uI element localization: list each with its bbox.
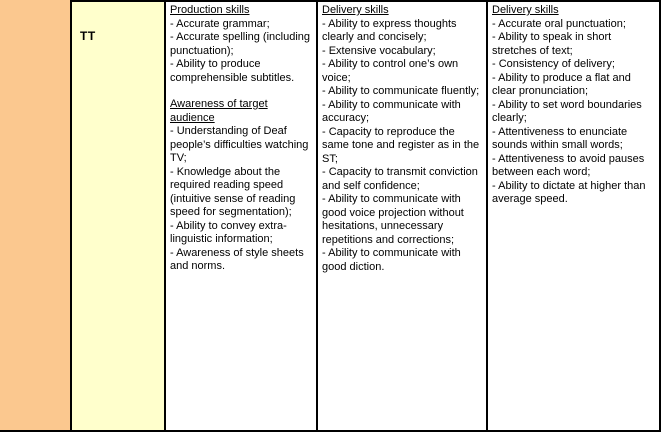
skill-item: - Ability to produce a flat and clear pronunciation;	[492, 71, 631, 97]
section-heading: Production skills	[170, 4, 250, 16]
skill-item: - Knowledge about the required reading speed (intuitive sense of reading speed for segmentation);	[170, 165, 296, 218]
skill-item: - Ability to communicate with good diction.	[322, 247, 461, 273]
skill-item: - Accurate spelling (including punctuation);	[170, 31, 311, 57]
skill-item: - Ability to set word boundaries clearly;	[492, 98, 642, 124]
skill-item: - Ability to express thoughts clearly and concisely;	[322, 17, 457, 43]
skill-item: - Ability to convey extra-linguistic information;	[170, 219, 287, 245]
skill-item: - Accurate grammar;	[170, 17, 270, 30]
skill-item: - Understanding of Deaf people’s difficulties watching TV;	[170, 125, 309, 164]
skill-item: - Extensive vocabulary;	[322, 44, 436, 57]
section-heading: Delivery skills	[492, 4, 559, 16]
skill-item: - Accurate oral punctuation;	[492, 17, 626, 30]
section-delivery-skills-2	[492, 4, 655, 207]
column-production-skills	[166, 0, 318, 432]
row-label-cell	[72, 0, 166, 432]
row-header-cell	[0, 0, 72, 432]
skill-item: - Ability to dictate at higher than average speed.	[492, 179, 646, 205]
skill-item: - Ability to communicate with good voice projection without hesitations, unnecessary repetitions and corrections;	[322, 193, 464, 246]
skill-item: - Ability to speak in short stretches of text;	[492, 31, 612, 57]
skill-item: - Ability to produce comprehensible subtitles.	[170, 58, 295, 84]
skill-item: - Attentiveness to enunciate sounds within small words;	[492, 125, 628, 151]
skill-item: - Ability to control one’s own voice;	[322, 58, 459, 84]
skill-item: - Consistency of delivery;	[492, 58, 615, 70]
section-production-skills	[170, 4, 312, 85]
skill-item: - Attentiveness to avoid pauses between each word;	[492, 152, 645, 178]
section-delivery-skills-1	[322, 4, 482, 274]
section-heading: Awareness of target audience	[170, 98, 268, 124]
column-delivery-skills-2	[488, 0, 661, 432]
skill-item: - Awareness of style sheets and norms.	[170, 246, 304, 272]
section-awareness-of-target-audience	[170, 98, 312, 274]
skill-item: - Capacity to reproduce the same tone and register as in the ST;	[322, 125, 480, 165]
skill-item: - Ability to communicate fluently;	[322, 85, 480, 97]
skill-item: - Capacity to transmit conviction and self confidence;	[322, 166, 478, 192]
section-heading: Delivery skills	[322, 4, 389, 16]
skill-item: - Ability to communicate with accuracy;	[322, 98, 461, 124]
column-delivery-skills-1	[318, 0, 488, 432]
row-label-tt: TT	[80, 29, 96, 43]
